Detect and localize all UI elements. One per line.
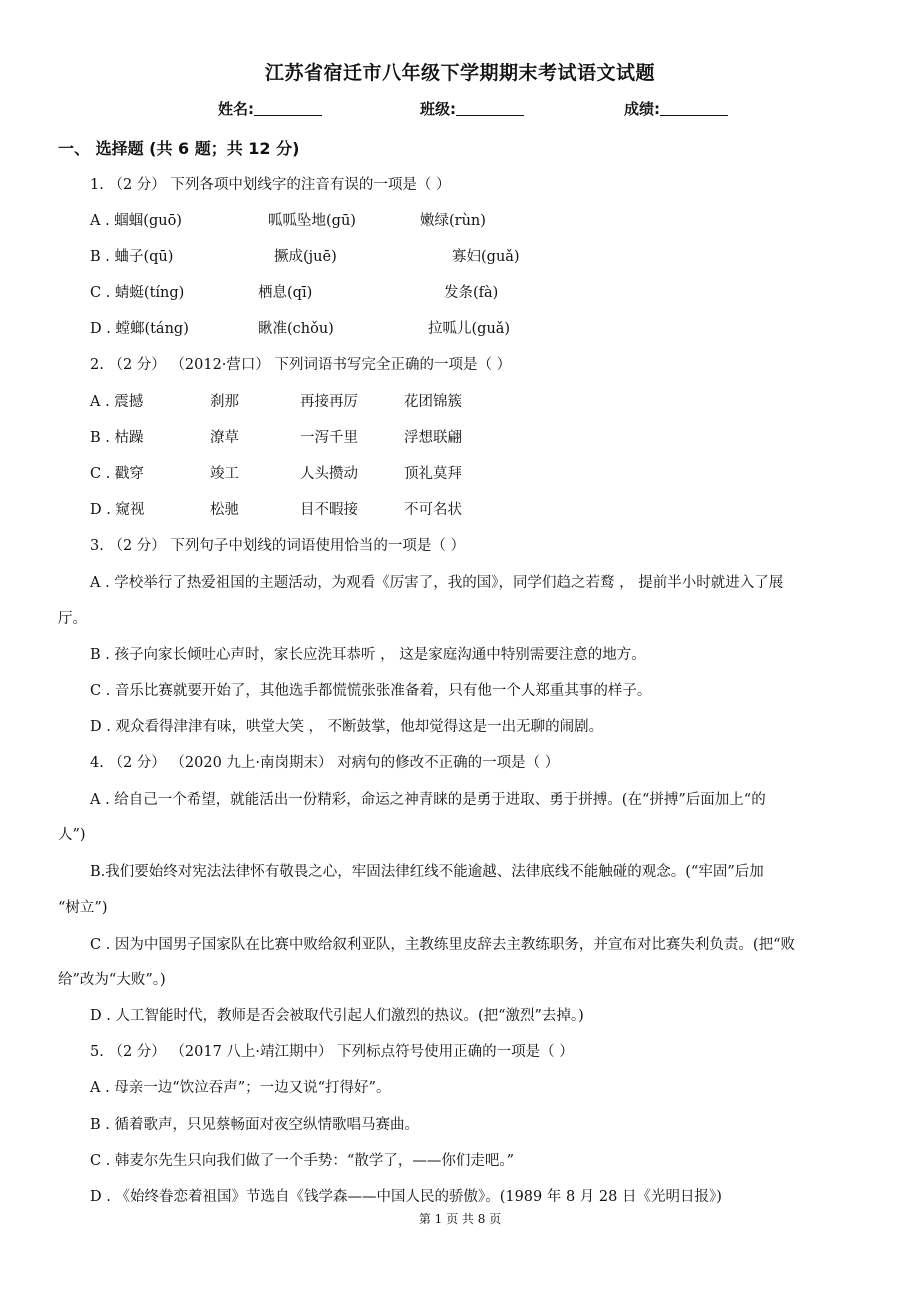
- q3-option-d: D . 观众看得津津有味，哄堂大笑 ， 不断鼓掌，他却觉得这是一出无聊的闹剧。: [90, 719, 604, 735]
- q1-option-b-1: B . 蛐子(qū): [90, 249, 174, 265]
- class-label: 班级:: [420, 100, 456, 118]
- q2-option-a-3: 再接再厉: [300, 394, 358, 410]
- question-3-stem: 3. （2 分） 下列句子中划线的词语使用恰当的一项是（ ）: [90, 538, 465, 554]
- question-2-stem: 2. （2 分） （2012·营口） 下列词语书写完全正确的一项是（ ）: [90, 357, 512, 373]
- score-field: [624, 98, 728, 119]
- q3-option-b: B . 孩子向家长倾吐心声时，家长应洗耳恭听 ， 这是家庭沟通中特别需要注意的地方。: [90, 647, 646, 663]
- page-footer: 第 1 页 共 8 页: [418, 1212, 502, 1226]
- exam-title: 江苏省宿迁市八年级下学期期末考试语文试题: [264, 62, 655, 84]
- q1-option-c-2: 栖息(qī): [258, 285, 313, 301]
- q3-option-a-cont: 厅。: [58, 611, 87, 627]
- q4-option-b-cont: “树立”): [58, 900, 108, 916]
- q2-option-a-1: A . 震撼: [90, 394, 144, 410]
- question-4-stem: 4. （2 分） （2020 九上·南岗期末） 对病句的修改不正确的一项是（ ）: [90, 755, 560, 771]
- q4-option-c: C . 因为中国男子国家队在比赛中败给叙利亚队，主教练里皮辞去主教练职务，并宣布对比赛失利负责。(把“败: [90, 937, 795, 953]
- q1-option-c-1: C . 蜻蜓(tíng): [90, 285, 185, 301]
- q2-option-b-4: 浮想联翩: [404, 430, 462, 446]
- q4-option-a-cont: 人”): [58, 827, 86, 843]
- q3-option-a: A . 学校举行了热爱祖国的主题活动，为观看《厉害了，我的国》，同学们趋之若鹜 ， 提前半小时就进入了展: [90, 575, 784, 591]
- q2-option-b-1: B . 枯躁: [90, 430, 144, 446]
- q1-option-d-1: D . 螳螂(táng): [90, 321, 189, 337]
- q1-option-a-1: A . 蝈蝈(guō): [90, 213, 182, 229]
- q5-option-d: D . 《始终眷恋着祖国》节选自《钱学森——中国人民的骄傲》。(1989 年 8 月 28 日《光明日报》): [90, 1189, 722, 1205]
- q5-option-a: A . 母亲一边“饮泣吞声”；一边又说“打得好”。: [90, 1080, 391, 1096]
- name-blank: [254, 101, 322, 116]
- q4-option-d: D . 人工智能时代，教师是否会被取代引起人们激烈的热议。(把“激烈”去掉。): [90, 1008, 584, 1024]
- q5-option-b: B . 循着歌声，只见蔡畅面对夜空纵情歌唱马赛曲。: [90, 1117, 419, 1133]
- name-label: 姓名:: [218, 100, 254, 118]
- score-label: 成绩:: [624, 100, 660, 118]
- q2-option-c-3: 人头攒动: [300, 466, 358, 482]
- question-1-stem: 1. （2 分） 下列各项中划线字的注音有误的一项是（ ）: [90, 177, 451, 193]
- q2-option-b-3: 一泻千里: [300, 430, 358, 446]
- q4-option-b: B.我们要始终对宪法法律怀有敬畏之心，牢固法律红线不能逾越、法律底线不能触碰的观念。(“牢固”后加: [90, 864, 764, 880]
- q2-option-c-2: 竣工: [210, 466, 239, 482]
- q2-option-d-4: 不可名状: [404, 502, 462, 518]
- section-heading: 一、 选择题 (共 6 题；共 12 分): [58, 139, 300, 158]
- q3-option-c: C . 音乐比赛就要开始了，其他选手都慌慌张张准备着，只有他一个人郑重其事的样子。: [90, 683, 652, 699]
- class-field: [420, 98, 524, 119]
- q1-option-d-3: 拉呱儿(guǎ): [428, 321, 511, 337]
- q2-option-c-1: C . 戳穿: [90, 466, 144, 482]
- q2-option-d-1: D . 窥视: [90, 502, 145, 518]
- q2-option-d-3: 目不暇接: [300, 502, 358, 518]
- q1-option-c-3: 发条(fà): [444, 285, 499, 301]
- name-field: [218, 98, 322, 119]
- q1-option-b-2: 撅成(juē): [274, 249, 337, 265]
- q4-option-c-cont: 给”改为“大败”。): [58, 972, 166, 988]
- q2-option-c-4: 顶礼莫拜: [404, 466, 462, 482]
- class-blank: [456, 101, 524, 116]
- score-blank: [660, 101, 728, 116]
- q1-option-d-2: 瞅准(chǒu): [258, 321, 334, 337]
- q2-option-b-2: 潦草: [210, 430, 239, 446]
- q1-option-a-2: 呱呱坠地(gū): [268, 213, 356, 229]
- q2-option-a-4: 花团锦簇: [404, 394, 462, 410]
- q1-option-b-3: 寡妇(guǎ): [452, 249, 520, 265]
- question-5-stem: 5. （2 分） （2017 八上·靖江期中） 下列标点符号使用正确的一项是（ ）: [90, 1044, 574, 1060]
- q1-option-a-3: 嫩绿(rùn): [420, 213, 486, 229]
- q2-option-d-2: 松驰: [210, 502, 239, 518]
- q2-option-a-2: 刹那: [210, 394, 239, 410]
- q5-option-c: C . 韩麦尔先生只向我们做了一个手势：“散学了，——你们走吧。”: [90, 1153, 514, 1169]
- q4-option-a: A . 给自己一个希望，就能活出一份精彩，命运之神青睐的是勇于进取、勇于拼搏。(在“拼搏”后面加上“的: [90, 792, 766, 808]
